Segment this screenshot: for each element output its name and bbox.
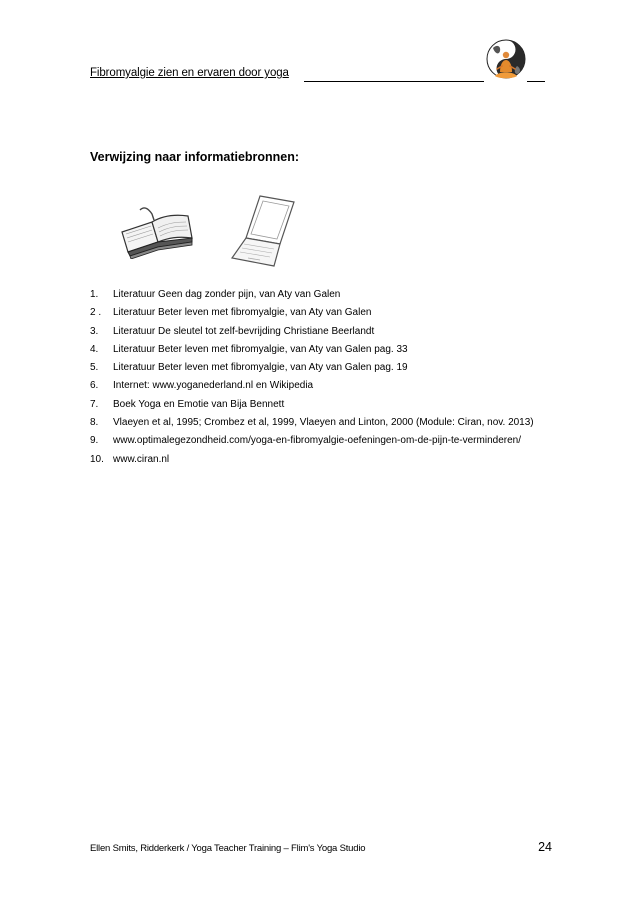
header-underline-end (527, 81, 545, 82)
list-item (90, 341, 570, 359)
reference-text: Boek Yoga en Emotie van Bija Bennett (113, 398, 285, 410)
reference-number: 9. (90, 435, 99, 447)
footer-text: Ellen Smits, Ridderkerk / Yoga Teacher Training – Flim's Yoga Studio (90, 843, 366, 854)
reference-number: 3. (90, 325, 99, 337)
header-underline (304, 81, 484, 82)
reference-number: 5. (90, 362, 99, 374)
list-item (90, 432, 570, 450)
reference-text: Literatuur Beter leven met fibromyalgie, van Aty van Galen pag. 19 (113, 362, 408, 374)
list-item (90, 451, 570, 469)
reference-number: 7. (90, 398, 99, 410)
page-number: 24 (538, 840, 552, 854)
reference-number: 2 . (90, 307, 102, 319)
laptop-icon (230, 192, 298, 270)
reference-number: 1. (90, 289, 99, 300)
reference-number: 6. (90, 380, 99, 392)
list-item (90, 377, 570, 395)
yin-yang-yoga-logo-icon (483, 38, 529, 88)
header-title-text: Fibromyalgie zien en ervaren door yoga (90, 67, 289, 79)
reference-number: 8. (90, 417, 99, 429)
header-title (90, 67, 289, 79)
reference-text: Literatuur De sleutel tot zelf-bevrijding Christiane Beerlandt (113, 325, 375, 337)
list-item (90, 286, 570, 304)
reference-text: www.ciran.nl (113, 453, 170, 465)
list-item (90, 323, 570, 341)
open-book-icon (118, 204, 196, 259)
list-item (90, 414, 570, 432)
reference-text: Vlaeyen et al, 1995; Crombez et al, 1999, Vlaeyen and Linton, 2000 (Module: Ciran, nov. 2013) (113, 417, 534, 429)
page-header (90, 38, 550, 88)
list-item (90, 304, 570, 322)
reference-text: Literatuur Geen dag zonder pijn, van Aty van Galen (113, 289, 341, 300)
section-heading: Verwijzing naar informatiebronnen: (90, 150, 300, 164)
list-item (90, 359, 570, 377)
illustrations (118, 192, 308, 272)
reference-text: www.optimalegezondheid.com/yoga-en-fibromyalgie-oefeningen-om-de-pijn-te-verminderen/ (113, 435, 521, 447)
reference-text: Internet: www.yoganederland.nl en Wikipedia (113, 380, 314, 392)
page-footer (90, 840, 552, 856)
reference-list (90, 286, 570, 469)
reference-number: 4. (90, 343, 99, 355)
reference-text: Literatuur Beter leven met fibromyalgie, van Aty van Galen pag. 33 (113, 343, 408, 355)
reference-number: 10. (90, 453, 104, 465)
list-item (90, 396, 570, 414)
reference-text: Literatuur Beter leven met fibromyalgie, van Aty van Galen (113, 307, 372, 319)
